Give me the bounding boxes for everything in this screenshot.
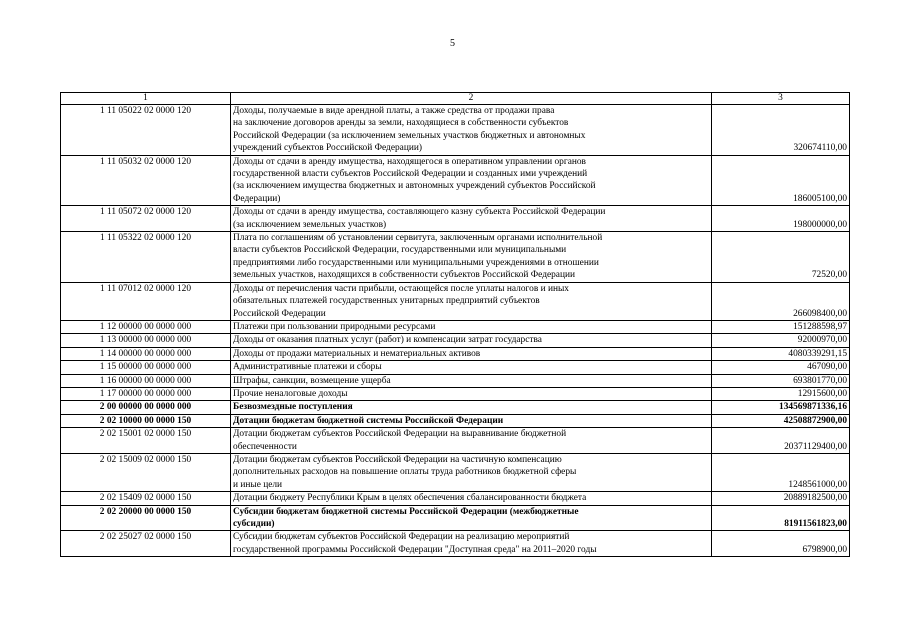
description-line: Субсидии бюджетам бюджетной системы Российской Федерации (межбюджетные bbox=[233, 506, 579, 517]
description-line: Дотации бюджетам субъектов Российской Федерации на частичную компенсацию bbox=[233, 454, 562, 465]
description-line: земельных участков, находящихся в собственности субъектов Российской Федерации bbox=[233, 270, 576, 281]
row-code: 1 15 00000 00 0000 000 bbox=[61, 361, 231, 374]
table-row bbox=[61, 414, 850, 427]
row-amount: 20371129400,00 bbox=[712, 428, 850, 454]
table-row bbox=[61, 492, 850, 505]
row-amount: 6798900,00 bbox=[712, 531, 850, 557]
page-number: 5 bbox=[450, 38, 455, 49]
row-code: 1 17 00000 00 0000 000 bbox=[61, 387, 231, 400]
row-amount: 693801770,00 bbox=[712, 374, 850, 387]
table-row bbox=[61, 453, 850, 491]
row-description bbox=[231, 428, 712, 454]
table-row bbox=[61, 320, 850, 333]
row-description bbox=[231, 492, 712, 505]
table-row bbox=[61, 105, 850, 156]
table-row bbox=[61, 401, 850, 414]
description-line: Платежи при пользовании природными ресурсами bbox=[233, 321, 436, 332]
row-code: 1 11 05032 02 0000 120 bbox=[61, 155, 231, 206]
description-line: Федерации) bbox=[233, 193, 281, 204]
description-line: Доходы от перечисления части прибыли, остающейся после уплаты налогов и иных bbox=[233, 283, 569, 294]
row-amount: 467090,00 bbox=[712, 361, 850, 374]
row-description bbox=[231, 361, 712, 374]
description-line: Дотации бюджетам бюджетной системы Российской Федерации bbox=[233, 415, 504, 426]
column-header-amount: 3 bbox=[712, 93, 850, 105]
table-row bbox=[61, 347, 850, 360]
table-row bbox=[61, 505, 850, 531]
description-line: дополнительных расходов на повышение оплаты труда работников бюджетной сферы bbox=[233, 467, 577, 478]
row-description bbox=[231, 531, 712, 557]
row-amount: 72520,00 bbox=[712, 232, 850, 283]
row-description bbox=[231, 453, 712, 491]
description-line: предприятиями либо государственными или муниципальными учреждениями в отношении bbox=[233, 257, 599, 268]
row-description bbox=[231, 387, 712, 400]
description-line: государственной власти субъектов Российской Федерации и созданных ими учреждений bbox=[233, 169, 588, 180]
row-amount: 4080339291,15 bbox=[712, 347, 850, 360]
row-code: 1 11 05022 02 0000 120 bbox=[61, 105, 231, 156]
description-line: власти субъектов Российской Федерации, государственными или муниципальными bbox=[233, 245, 567, 256]
row-code: 2 02 15409 02 0000 150 bbox=[61, 492, 231, 505]
description-line: Дотации бюджетам субъектов Российской Федерации на выравнивание бюджетной bbox=[233, 429, 567, 440]
row-amount: 186005100,00 bbox=[712, 155, 850, 206]
row-description bbox=[231, 374, 712, 387]
row-amount: 266098400,00 bbox=[712, 282, 850, 320]
table-row bbox=[61, 387, 850, 400]
table-row bbox=[61, 155, 850, 206]
row-description bbox=[231, 206, 712, 232]
table-header-row bbox=[61, 93, 850, 105]
description-line: Российской Федерации (за исключением земельных участков бюджетных и автономных bbox=[233, 130, 586, 141]
description-line: Доходы от сдачи в аренду имущества, составляющего казну субъекта Российской Федерации bbox=[233, 207, 606, 218]
description-line: Прочие неналоговые доходы bbox=[233, 388, 348, 399]
column-header-description: 2 bbox=[231, 93, 712, 105]
row-amount: 20889182500,00 bbox=[712, 492, 850, 505]
description-line: Российской Федерации bbox=[233, 308, 326, 319]
table-row bbox=[61, 232, 850, 283]
budget-revenue-table bbox=[60, 92, 850, 557]
description-line: Административные платежи и сборы bbox=[233, 362, 382, 373]
row-code: 1 13 00000 00 0000 000 bbox=[61, 334, 231, 347]
table-row bbox=[61, 361, 850, 374]
table-row bbox=[61, 282, 850, 320]
row-code: 2 00 00000 00 0000 000 bbox=[61, 401, 231, 414]
row-description bbox=[231, 320, 712, 333]
description-line: государственной программы Российской Федерации "Доступная среда" на 2011–2020 годы bbox=[233, 544, 597, 555]
row-description bbox=[231, 105, 712, 156]
row-amount: 198000000,00 bbox=[712, 206, 850, 232]
row-amount: 12915600,00 bbox=[712, 387, 850, 400]
table-row bbox=[61, 428, 850, 454]
description-line: Штрафы, санкции, возмещение ущерба bbox=[233, 375, 391, 386]
row-code: 1 11 07012 02 0000 120 bbox=[61, 282, 231, 320]
table-row bbox=[61, 334, 850, 347]
description-line: Дотации бюджету Республики Крым в целях обеспечения сбалансированности бюджета bbox=[233, 493, 587, 504]
row-amount: 134569871336,16 bbox=[712, 401, 850, 414]
description-line: Доходы, получаемые в виде арендной платы, а также средства от продажи права bbox=[233, 106, 555, 116]
description-line: и иные цели bbox=[233, 479, 283, 490]
row-code: 2 02 15001 02 0000 150 bbox=[61, 428, 231, 454]
description-line: обеспеченности bbox=[233, 441, 297, 452]
row-amount: 1248561000,00 bbox=[712, 453, 850, 491]
row-description bbox=[231, 155, 712, 206]
row-amount: 320674110,00 bbox=[712, 105, 850, 156]
row-description bbox=[231, 334, 712, 347]
description-line: субсидии) bbox=[233, 519, 275, 529]
description-line: Доходы от оказания платных услуг (работ) и компенсации затрат государства bbox=[233, 335, 542, 346]
description-line: Доходы от продажи материальных и нематериальных активов bbox=[233, 348, 481, 359]
row-code: 1 16 00000 00 0000 000 bbox=[61, 374, 231, 387]
row-description bbox=[231, 282, 712, 320]
row-description bbox=[231, 232, 712, 283]
row-description bbox=[231, 505, 712, 531]
row-amount: 92000970,00 bbox=[712, 334, 850, 347]
description-line: на заключение договоров аренды за земли, находящиеся в собственности субъектов bbox=[233, 118, 569, 129]
row-code: 2 02 25027 02 0000 150 bbox=[61, 531, 231, 557]
table-row bbox=[61, 206, 850, 232]
row-code: 1 14 00000 00 0000 000 bbox=[61, 347, 231, 360]
description-line: учреждений субъектов Российской Федерации) bbox=[233, 143, 423, 154]
description-line: (за исключением земельных участков) bbox=[233, 219, 387, 230]
description-line: Доходы от сдачи в аренду имущества, находящегося в оперативном управлении органов bbox=[233, 156, 586, 167]
description-line: Субсидии бюджетам субъектов Российской Федерации на реализацию мероприятий bbox=[233, 532, 570, 543]
row-code: 2 02 15009 02 0000 150 bbox=[61, 453, 231, 491]
row-code: 1 11 05072 02 0000 120 bbox=[61, 206, 231, 232]
table-row bbox=[61, 531, 850, 557]
row-description bbox=[231, 414, 712, 427]
column-header-code: 1 bbox=[61, 93, 231, 105]
row-amount: 151288598,97 bbox=[712, 320, 850, 333]
row-description bbox=[231, 401, 712, 414]
row-code: 1 11 05322 02 0000 120 bbox=[61, 232, 231, 283]
row-code: 1 12 00000 00 0000 000 bbox=[61, 320, 231, 333]
description-line: (за исключением имущества бюджетных и автономных учреждений субъектов Российской bbox=[233, 181, 596, 192]
row-amount: 81911561823,00 bbox=[712, 505, 850, 531]
row-code: 2 02 20000 00 0000 150 bbox=[61, 505, 231, 531]
table-row bbox=[61, 374, 850, 387]
description-line: Безвозмездные поступления bbox=[233, 402, 353, 413]
description-line: Плата по соглашениям об установлении сервитута, заключенным органами исполнительной bbox=[233, 233, 603, 244]
description-line: обязательных платежей государственных унитарных предприятий субъектов bbox=[233, 296, 540, 307]
row-amount: 42508872900,00 bbox=[712, 414, 850, 427]
row-description bbox=[231, 347, 712, 360]
row-code: 2 02 10000 00 0000 150 bbox=[61, 414, 231, 427]
